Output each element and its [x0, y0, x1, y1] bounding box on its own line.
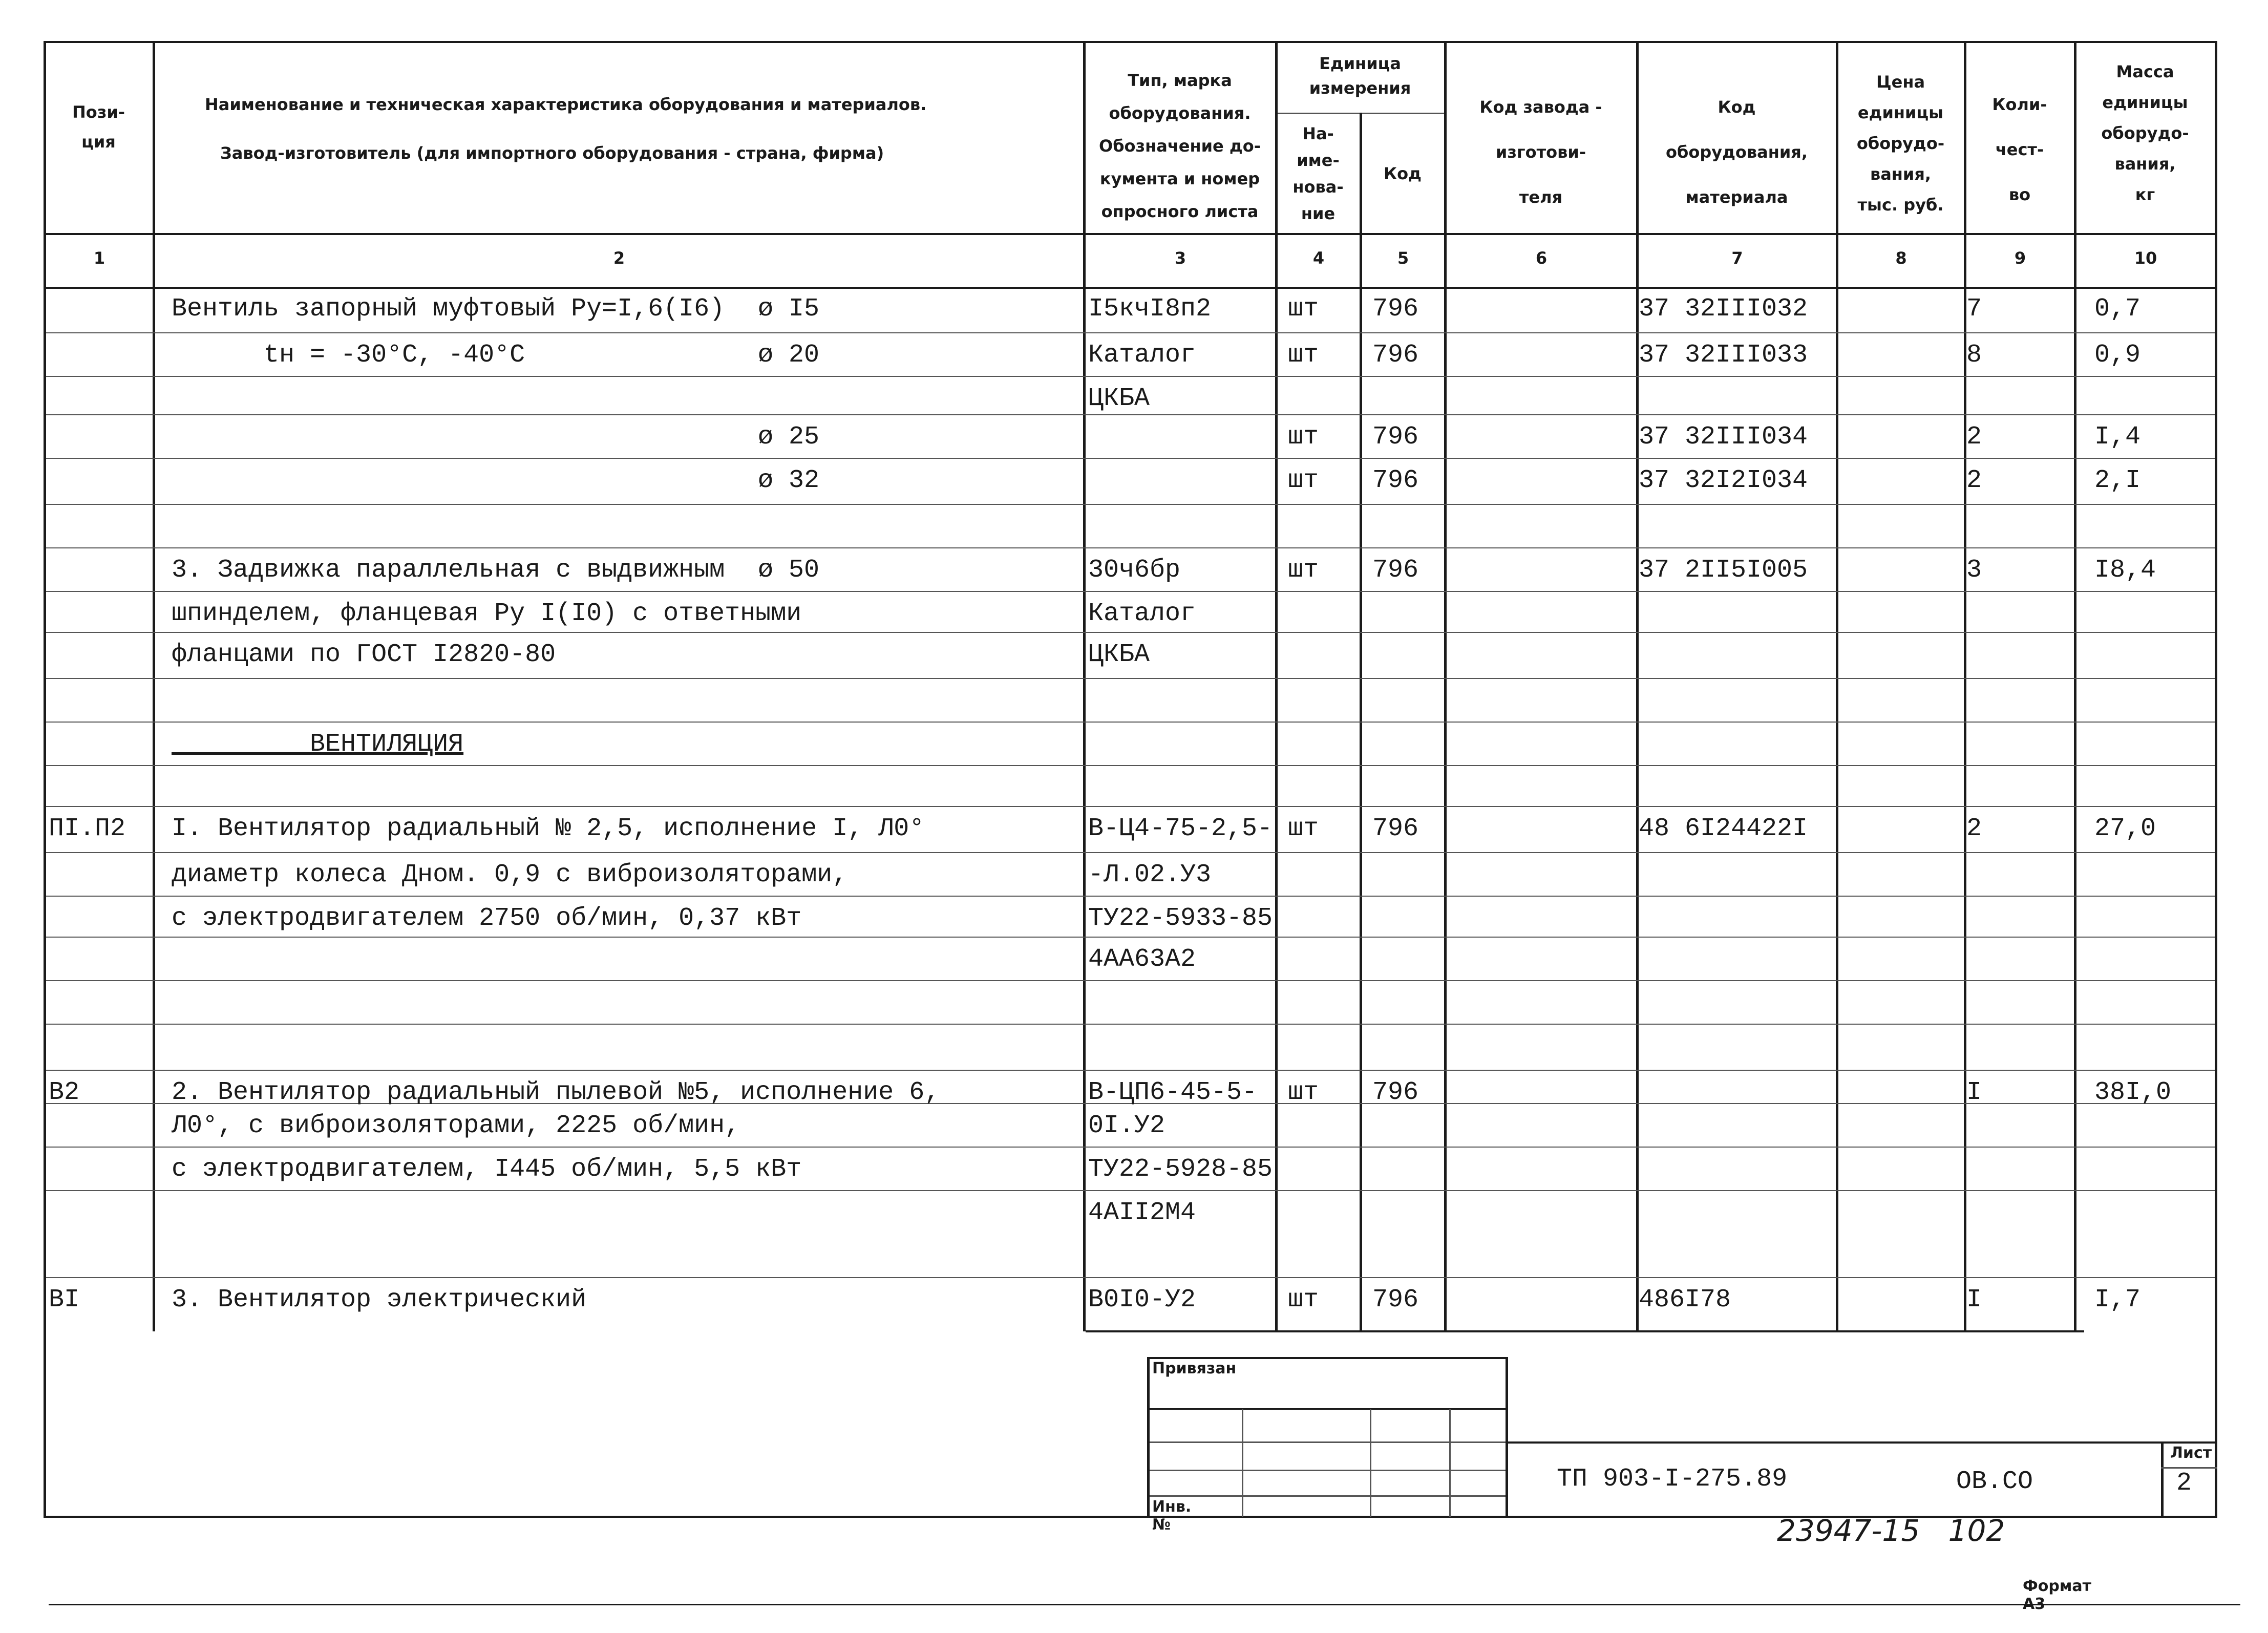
cell-mat: 37 2II5I005: [1639, 556, 1808, 585]
cell-pos: ВI: [49, 1285, 80, 1314]
cell-type: В-Ц4-75-2,5-: [1088, 814, 1273, 843]
row-divider: [46, 765, 2215, 766]
cell-unit: шт: [1288, 814, 1319, 843]
row-divider: [46, 678, 2215, 679]
cell-unit: шт: [1288, 1285, 1319, 1314]
stamp-doc-code: ТП 903-I-275.89: [1557, 1465, 1788, 1494]
header-name-line2: Завод-изготовитель (для импортного оборудования - страна, фирма): [220, 143, 884, 163]
row-divider: [46, 1070, 2215, 1071]
cell-name: шпинделем, фланцевая Ру I(I0) с ответными: [172, 599, 802, 628]
row-divider: [46, 1277, 2215, 1278]
cell-qty: I: [1966, 1078, 1982, 1107]
row-divider: [46, 414, 2215, 415]
cell-mat: 48 6I24422I: [1639, 814, 1808, 843]
cell-qty: 2: [1966, 814, 1982, 843]
header-unit-name: На- име- нова- ние: [1292, 124, 1344, 223]
row-divider: [46, 504, 2215, 505]
cell-mat: 37 32III032: [1639, 294, 1808, 324]
cell-mass: 0,7: [2094, 294, 2141, 324]
header-mass: Масса единицы оборудо- вания, кг: [2101, 62, 2189, 204]
header-price: Цена единицы оборудо- вания, тыс. руб.: [1856, 72, 1945, 215]
cell-type: 30ч6бр: [1088, 556, 1181, 585]
cell-qty: 8: [1966, 341, 1982, 370]
cell-mass: 38I,0: [2094, 1078, 2172, 1107]
cell-dia: ø 32: [758, 466, 820, 495]
column-number: 9: [2014, 248, 2026, 268]
cell-code: 796: [1372, 341, 1419, 370]
cell-code: 796: [1372, 294, 1419, 324]
cell-code: 796: [1372, 466, 1419, 495]
cell-type: I5кчI8п2: [1088, 294, 1212, 324]
column-number: 10: [2134, 248, 2157, 268]
cell-dia: ø 20: [758, 341, 820, 370]
cell-code: 796: [1372, 422, 1419, 452]
cell-type: В-ЦП6-45-5-: [1088, 1078, 1258, 1107]
cell-name: 3. Задвижка параллельная с выдвижным: [172, 556, 725, 585]
format-label: Формат А3: [2023, 1577, 2091, 1613]
row-divider: [46, 937, 2215, 938]
cell-type: Каталог: [1088, 341, 1196, 370]
cell-unit: шт: [1288, 466, 1319, 495]
cell-type: В0I0-У2: [1088, 1285, 1196, 1314]
row-divider: [46, 632, 2215, 633]
cell-mass: 2,I: [2094, 466, 2141, 495]
header-name-line1: Наименование и техническая характеристика оборудования и материалов.: [205, 95, 927, 114]
row-divider: [46, 591, 2215, 592]
column-number: 5: [1397, 248, 1409, 268]
header-position: Пози- ция: [72, 102, 125, 152]
cell-type: ТУ22-5928-85: [1088, 1155, 1273, 1184]
cell-dia: ø I5: [758, 294, 820, 324]
cell-mass: I,4: [2094, 422, 2141, 452]
cell-name: ВЕНТИЛЯЦИЯ: [172, 730, 464, 759]
cell-name: 3. Вентилятор электрический: [172, 1285, 587, 1314]
cell-pos: ПI.П2: [49, 814, 126, 843]
stamp-sheet-no: 2: [2176, 1469, 2192, 1498]
cell-code: 796: [1372, 814, 1419, 843]
row-divider: [46, 376, 2215, 377]
cell-qty: 3: [1966, 556, 1982, 585]
cell-type: 0I.У2: [1088, 1111, 1165, 1140]
column-number: 4: [1312, 248, 1325, 268]
cell-mat: 37 32III034: [1639, 422, 1808, 452]
cell-qty: 7: [1966, 294, 1982, 324]
cell-mass: I,7: [2094, 1285, 2141, 1314]
cell-dia: ø 25: [758, 422, 820, 452]
cell-qty: I: [1966, 1285, 1982, 1314]
cell-mat: 37 32III033: [1639, 341, 1808, 370]
stamp-mark: ОВ.СО: [1956, 1467, 2033, 1496]
cell-code: 796: [1372, 1078, 1419, 1107]
header-type: Тип, марка оборудования. Обозначение до- кумента и номер опросного листа: [1099, 71, 1261, 221]
cell-name: Вентиль запорный муфтовый Ру=I,6(I6): [172, 294, 725, 324]
row-divider: [46, 458, 2215, 459]
column-number: 1: [93, 248, 105, 268]
cell-type: ЦКБА: [1088, 640, 1150, 669]
row-divider: [46, 852, 2215, 853]
column-number: 3: [1174, 248, 1186, 268]
cell-name: диаметр колеса Дном. 0,9 с виброизоляторами,: [172, 860, 848, 889]
column-number: 8: [1895, 248, 1907, 268]
cell-name: Л0°, с виброизоляторами, 2225 об/мин,: [172, 1111, 740, 1140]
row-divider: [46, 980, 2215, 981]
cell-type: ТУ22-5933-85: [1088, 904, 1273, 933]
cell-mat: 486I78: [1639, 1285, 1731, 1314]
cell-unit: шт: [1288, 422, 1319, 452]
cell-name: I. Вентилятор радиальный № 2,5, исполнение I, Л0°: [172, 814, 925, 843]
cell-unit: шт: [1288, 1078, 1319, 1107]
stamp-inv: Инв. №: [1152, 1498, 1192, 1534]
handwritten-number: 23947-15 102: [1777, 1513, 2005, 1548]
row-divider: [46, 332, 2215, 333]
row-divider: [46, 1147, 2215, 1148]
cell-mass: I8,4: [2094, 556, 2156, 585]
stamp-privyazan: Привязан: [1152, 1360, 1237, 1377]
row-divider: [46, 1190, 2215, 1191]
header-unit: Единица измерения: [1309, 54, 1411, 98]
cell-type: 4АII2М4: [1088, 1198, 1196, 1227]
cell-type: ЦКБА: [1088, 384, 1150, 413]
cell-mass: 27,0: [2094, 814, 2156, 843]
header-material-code: Код оборудования, материала: [1666, 97, 1808, 207]
cell-type: Каталог: [1088, 599, 1196, 628]
header-unit-code: Код: [1384, 164, 1422, 183]
cell-dia: ø 50: [758, 556, 820, 585]
cell-mass: 0,9: [2094, 341, 2141, 370]
cell-name: с электродвигателем, I445 об/мин, 5,5 кВт: [172, 1155, 802, 1184]
cell-unit: шт: [1288, 341, 1319, 370]
header-factory-code: Код завода - изготови- теля: [1479, 97, 1602, 207]
cell-type: -Л.02.У3: [1088, 860, 1212, 889]
cell-qty: 2: [1966, 466, 1982, 495]
cell-name: с электродвигателем 2750 об/мин, 0,37 кВт: [172, 904, 802, 933]
row-divider: [46, 1024, 2215, 1025]
stamp-sheet-label: Лист: [2170, 1444, 2212, 1462]
row-divider: [46, 547, 2215, 548]
cell-name: фланцами по ГОСТ I2820-80: [172, 640, 556, 669]
row-divider: [46, 896, 2215, 897]
cell-type: 4АА63А2: [1088, 945, 1196, 974]
cell-pos: В2: [49, 1078, 80, 1107]
row-divider: [46, 806, 2215, 807]
row-divider: [46, 722, 2215, 723]
cell-unit: шт: [1288, 294, 1319, 324]
cell-name: tн = -30°С, -40°С: [172, 341, 525, 370]
header-quantity: Коли- чест- во: [1992, 95, 2047, 204]
cell-unit: шт: [1288, 556, 1319, 585]
cell-qty: 2: [1966, 422, 1982, 452]
column-number: 7: [1731, 248, 1743, 268]
column-number: 6: [1535, 248, 1548, 268]
cell-code: 796: [1372, 556, 1419, 585]
cell-code: 796: [1372, 1285, 1419, 1314]
cell-name: 2. Вентилятор радиальный пылевой №5, исполнение 6,: [172, 1078, 940, 1107]
cell-mat: 37 32I2I034: [1639, 466, 1808, 495]
column-number: 2: [613, 248, 625, 268]
